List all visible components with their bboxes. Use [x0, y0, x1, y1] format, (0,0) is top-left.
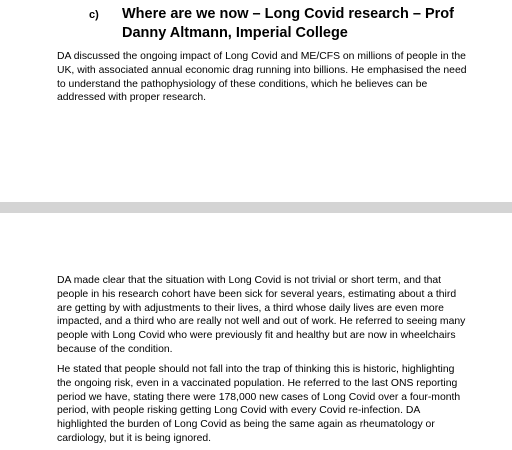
paragraph-intro: DA discussed the ongoing impact of Long Covid and ME/CFS on millions of people in the UK, with associated annual economic drag running into billions. He emphasised the need to understand the pathophysiology of these conditions, which he believes can be addressed with proper research.: [57, 51, 467, 104]
document-page-top: [0, 0, 512, 202]
page-separator: [0, 202, 512, 213]
paragraph-cohort: DA made clear that the situation with Long Covid is not trivial or short term, and that people in his research cohort have been sick for several years, estimating about a third are getting by with adjustments to their lives, a third whose daily lives are even more impacted, and a third who are really not well and out of work. He referred to seeing many people with Long Covid who were previously fit and healthy but are now in wheelchairs because of the condition.: [57, 275, 466, 355]
document-page-bottom: [0, 213, 512, 450]
paragraph-risk: He stated that people should not fall into the trap of thinking this is historic, highlighting the ongoing risk, even in a vaccinated population. He referred to the last ONS reporting period we have, stating there were 178,000 new cases of Long Covid over a four-month period, with people risking getting Long Covid with every Covid re-infection. DA highlighted the burden of Long Covid as being the same again as rheumatology or cardiology, but it is being ignored.: [57, 364, 461, 444]
section-title: Where are we now – Long Covid research – Prof Danny Altmann, Imperial College: [122, 6, 454, 41]
section-marker: c): [89, 9, 99, 21]
